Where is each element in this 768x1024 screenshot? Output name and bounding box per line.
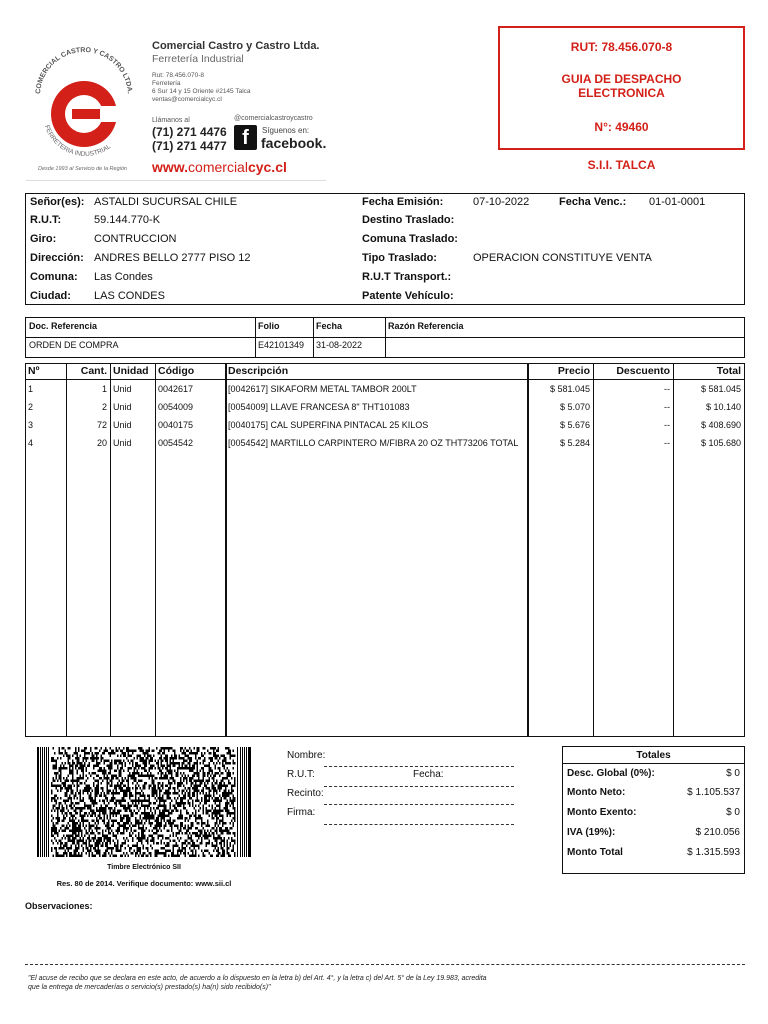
col-header-codigo: Código (158, 365, 195, 377)
col-header-descuento: Descuento (616, 365, 670, 377)
rut-line (324, 786, 514, 787)
totals-title: Totales (636, 750, 671, 761)
phone-1: (71) 271 4476 (152, 125, 227, 139)
follow-label: Síguenos en: (262, 126, 310, 135)
call-us-label: Llámanos al (152, 117, 190, 124)
tipo-traslado-value: OPERACION CONSTITUYE VENTA (473, 252, 652, 264)
row-cant: 72 (96, 420, 107, 430)
phone-2: (71) 271 4477 (152, 139, 227, 153)
row-desc: [0040175] CAL SUPERFINA PINTACAL 25 KILOS (228, 420, 429, 430)
document-id-box (498, 26, 745, 150)
recinto-label: Recinto: (287, 788, 324, 799)
col-header-total: Total (716, 365, 741, 377)
row-codigo: 0040175 (158, 420, 194, 430)
totals-box (562, 746, 745, 874)
company-rut: Rut: 78.456.070-8 (152, 72, 205, 79)
company-logo (26, 34, 136, 174)
monto-total-value: $ 1.315.593 (687, 847, 740, 858)
web-prefix: www. (152, 159, 189, 175)
monto-exento-label: Monto Exento: (567, 807, 637, 818)
row-n: 2 (28, 402, 34, 412)
client-info-box (25, 193, 745, 305)
company-address: 6 Sur 14 y 15 Oriente #2145 Talca (152, 88, 251, 95)
col-header-cant: Cant. (80, 365, 107, 377)
row-total: $ 581.045 (700, 384, 741, 394)
fecha-emision-label: Fecha Emisión: (362, 196, 444, 208)
cut-line (25, 964, 745, 965)
row-cant: 20 (96, 438, 107, 448)
row-codigo: 0054009 (158, 402, 194, 412)
ciudad-label: Ciudad: (30, 290, 71, 302)
logo-text-top: COMERCIAL CASTRO Y CASTRO LTDA. (34, 46, 133, 95)
monto-neto-value: $ 1.105.537 (687, 787, 740, 798)
timbre-resolution: Res. 80 de 2014. Verifique documento: www.sii.cl (56, 879, 232, 888)
row-precio: $ 5.284 (559, 438, 590, 448)
row-unidad: Unid (113, 402, 132, 412)
direccion-label: Dirección: (30, 252, 84, 264)
ref-fecha-value: 31-08-2022 (316, 340, 363, 350)
monto-exento-value: $ 0 (726, 807, 740, 818)
row-total: $ 10.140 (705, 402, 741, 412)
company-name: Comercial Castro y Castro Ltda. (152, 40, 320, 52)
ref-folio-value: E42101349 (258, 340, 305, 350)
ciudad-value: LAS CONDES (94, 290, 165, 302)
website-link[interactable] (152, 159, 287, 175)
row-descuento: -- (664, 402, 670, 412)
timbre-label: Timbre Electrónico SII (107, 864, 181, 871)
row-cant: 2 (101, 402, 107, 412)
tagline: Desde 1993 al Servicio de la Región (38, 166, 127, 172)
nombre-label: Nombre: (287, 750, 326, 761)
company-line2: Ferretería (152, 80, 181, 87)
row-desc: [0042617] SIKAFORM METAL TAMBOR 200LT (228, 384, 417, 394)
ref-header-folio: Folio (258, 321, 280, 331)
ref-header-fecha: Fecha (316, 321, 343, 331)
row-descuento: -- (664, 438, 670, 448)
web-light: comercial (188, 159, 248, 175)
row-unidad: Unid (113, 420, 132, 430)
ref-header-doc: Doc. Referencia (29, 321, 98, 331)
col-header-descripcion: Descripción (228, 365, 289, 377)
comuna-value: Las Condes (94, 271, 153, 283)
row-n: 1 (28, 384, 34, 394)
header-divider (26, 180, 326, 181)
desc-global-value: $ 0 (726, 768, 740, 779)
direccion-value: ANDRES BELLO 2777 PISO 12 (94, 252, 251, 264)
sii-office: S.I.I. TALCA (587, 158, 656, 172)
sig-rut-label: R.U.T: (287, 769, 315, 780)
reference-table (25, 317, 745, 358)
row-descuento: -- (664, 420, 670, 430)
row-total: $ 408.690 (700, 420, 741, 430)
row-descuento: -- (664, 384, 670, 394)
row-precio: $ 581.045 (549, 384, 590, 394)
items-table (25, 363, 745, 737)
firma-label: Firma: (287, 807, 316, 818)
logo-text-bottom: FERRETERIA INDUSTRIAL (43, 124, 113, 159)
facebook-word: facebook. (261, 135, 327, 151)
giro-label: Giro: (30, 233, 57, 245)
col-header-precio: Precio (557, 365, 590, 377)
row-unidad: Unid (113, 384, 132, 394)
fecha-venc-label: Fecha Venc.: (559, 196, 627, 208)
patente-label: Patente Vehículo: (362, 290, 454, 302)
rut-value: 59.144.770-K (94, 214, 161, 226)
recinto-line (324, 804, 514, 805)
rut-label: R.U.T: (30, 214, 62, 226)
row-precio: $ 5.070 (559, 402, 590, 412)
iva-label: IVA (19%): (567, 827, 616, 838)
row-unidad: Unid (113, 438, 132, 448)
doc-title-2: ELECTRONICA (578, 86, 665, 100)
row-precio: $ 5.676 (559, 420, 590, 430)
nombre-line (324, 766, 514, 767)
row-codigo: 0054542 (158, 438, 194, 448)
ref-header-razon: Razón Referencia (388, 321, 464, 331)
fecha-emision-value: 07-10-2022 (473, 196, 530, 208)
comuna-label: Comuna: (30, 271, 78, 283)
fecha-venc-value: 01-01-0001 (649, 196, 706, 208)
social-handle: @comercialcastroycastro (234, 115, 313, 122)
company-email: ventas@comercialcyc.cl (152, 96, 222, 103)
col-header-n: Nº (28, 365, 40, 377)
row-cant: 1 (101, 384, 107, 394)
tipo-traslado-label: Tipo Traslado: (362, 252, 437, 264)
destino-label: Destino Traslado: (362, 214, 455, 226)
ref-doc-value: ORDEN DE COMPRA (29, 340, 119, 350)
web-bold: cyc.cl (247, 159, 287, 175)
iva-value: $ 210.056 (695, 827, 740, 838)
facebook-icon: f (234, 125, 257, 150)
row-n: 4 (28, 438, 34, 448)
row-desc: [0054009] LLAVE FRANCESA 8" THT101083 (228, 402, 410, 412)
monto-neto-label: Monto Neto: (567, 787, 626, 798)
row-n: 3 (28, 420, 34, 430)
row-codigo: 0042617 (158, 384, 194, 394)
company-info (152, 72, 251, 104)
desc-global-label: Desc. Global (0%): (567, 768, 655, 779)
comuna-traslado-label: Comuna Traslado: (362, 233, 458, 245)
pdf417-barcode (37, 747, 251, 857)
doc-number: N°: 49460 (594, 120, 649, 134)
row-total: $ 105.680 (700, 438, 741, 448)
col-header-unidad: Unidad (113, 365, 149, 377)
rut-transport-label: R.U.T Transport.: (362, 271, 452, 283)
senores-label: Señor(es): (30, 196, 85, 208)
monto-total-label: Monto Total (567, 847, 623, 858)
senores-value: ASTALDI SUCURSAL CHILE (94, 196, 238, 208)
row-desc: [0054542] MARTILLO CARPINTERO M/FIBRA 20 OZ THT73206 TOTAL (228, 438, 519, 448)
firma-line (324, 824, 514, 825)
sig-fecha-label: Fecha: (413, 769, 444, 780)
company-subtitle: Ferretería Industrial (152, 53, 244, 65)
legal-notice: "El acuse de recibo que se declara en este acto, de acuerdo a lo dispuesto en la letra b) del Art. 4°, y la letra c) del Art. 5° de la Ley 19.983, acredita que la entrega de mercaderías o servicio(s) prestado(s) ha(n) sido recibido(s)" (28, 975, 487, 991)
giro-value: CONTRUCCION (94, 233, 177, 245)
observaciones-label: Observaciones: (25, 901, 93, 911)
doc-title-1: GUIA DE DESPACHO (561, 72, 682, 86)
doc-rut: RUT: 78.456.070-8 (570, 40, 673, 54)
